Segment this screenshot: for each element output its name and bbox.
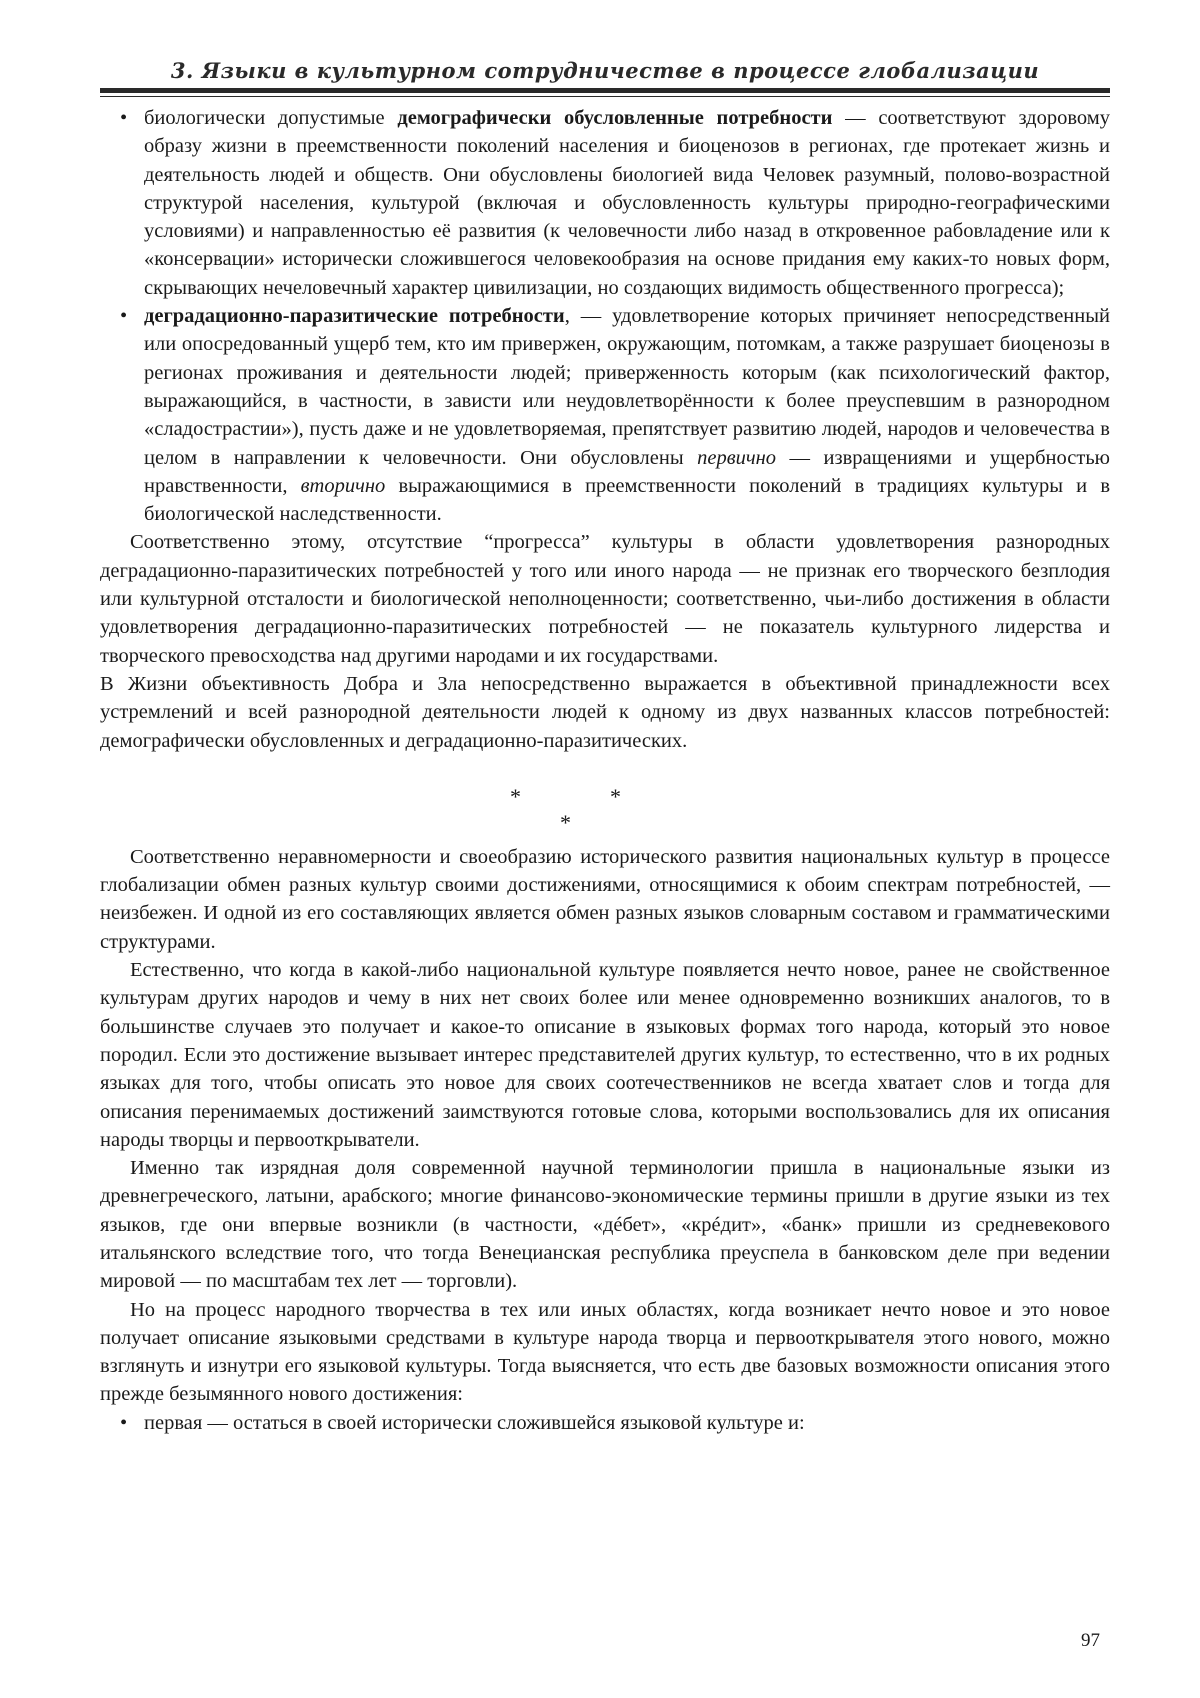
callout-paragraph: В Жизни объективность Добра и Зла непосредственно выражается в объективной принадлежности всех устремлений и всей разнородной деятельности людей к одному из двух названных классов потребностей: демографически обусловленных и деградационно-паразитических.	[100, 672, 1110, 752]
term-degradation-needs: деградационно-паразитические потребности	[144, 305, 565, 328]
paragraph: Именно так изрядная доля современной научной терминологии пришла в национальные языки из древнегреческого, латыни, арабского; многие финансово-экономические термины пришли в другие языки из тех языков, где они впервые возникли (в частности, «дéбет», «крéдит», «банк» пришли из средневекового итальянского вследствие того, что тогда Венецианская республика преуспела в банковском деле при ведении мировой — по масштабам тех лет — торговли).	[100, 1157, 1110, 1293]
bullet-icon: •	[120, 305, 128, 328]
section-separator	[100, 773, 1110, 843]
paragraph: Соответственно этому, отсутствие “прогресса” культуры в области удовлетворения разнородных деградационно-паразитических потребностей у того или иного народа — не признак его творческого безплодия или культурной отсталости и биологической неполноценности; соответственно, чьи-либо достижения в области удовлетворения деградационно-паразитических потребностей — не показатель культурного лидерства и творческого превосходства над другими народами и их государствами.	[100, 531, 1110, 667]
paragraph: Соответственно неравномерности и своеобразию исторического развития национальных культур в процессе глобализации обмен разных культур своими достижениями, относящимися к обоим спектрам потребностей, — неизбежен. И одной из его составляющих является обмен разных языков словарным составом и грамматическими структурами.	[100, 845, 1110, 953]
body-text	[100, 104, 1110, 1437]
bullet-demographic-needs: • биологически допустимые демографически обусловленные потребности — соответствуют здоровому образу жизни в преемственности поколений населения и биоценозов в регионах, где протекает жизнь и деятельность людей и обществ. Они обусловлены биологией вида Человек разумный, полово-возрастной структурой населения, культурой (включая и обусловленность культуры природно-географическими условиями) и направленностью её развития (к человечности либо назад в откровенное рабовладение или к «консервации» исторически сложившегося человекообразия на основе придания ему каких-то новых форм, скрывающих нечеловечный характер цивилизации, но создающих видимость общественного прогресса);	[100, 104, 1110, 302]
bullet-degradation-needs: • деградационно-паразитические потребности, — удовлетворение которых причиняет непосредственный или опосредованный ущерб тем, кто им привержен, окружающим, потомкам, а также разрушает биоценозы в регионах проживания и деятельности людей; приверженность которым (как психологический фактор, выражающийся, в частности, в зависти или неудовлетворённости к более преуспевшим в разнородном «сладострастии»), пусть даже и не удовлетворяемая, препятствует развитию людей, народов и человечества в целом в направлении к человечности. Они обусловлены первично — извращениями и ущербностью нравственности, вторично выражающимися в преемственности поколений в традициях культуры и в биологической наследственности.	[100, 302, 1110, 528]
term-demographic-needs: демографически обусловленные потребности	[397, 107, 833, 129]
separator-star: *	[560, 809, 571, 835]
bullet-icon: •	[120, 1411, 128, 1434]
header-rule-thin	[100, 96, 1110, 97]
bullet-icon: •	[120, 107, 128, 129]
running-title: 3. Языки в культурном сотрудничестве в процессе глобализации	[170, 58, 1040, 83]
bullet-first-option: • первая — остаться в своей исторически сложившейся языковой культуре и:	[100, 1409, 1110, 1437]
paragraph: Но на процесс народного творчества в тех или иных областях, когда возникает нечто новое и это новое получает описание языковыми средствами в культуре народа творца и первооткрывателя этого нового, можно взглянуть и изнутри его языковой культуры. Тогда выясняется, что есть две базовых возможности описания этого прежде безымянного нового достижения:	[100, 1298, 1110, 1406]
separator-star: *	[510, 783, 521, 809]
header-rule-thick	[100, 88, 1110, 93]
paragraph: Естественно, что когда в какой-либо национальной культуре появляется нечто новое, ранее не свойственное культурам других народов и чему в них нет своих более или менее одновременно возникших аналогов, то в большинстве случаев это получает и какое-то описание в языковых формах того народа, который это новое породил. Если это достижение вызывает интерес представителей других культур, то естественно, что в их родных языках для того, чтобы описать это новое для своих соотечественников не всегда хватает слов и тогда для описания перенимаемых достижений заимствуются готовые слова, которыми воспользовались для их описания народы творцы и первооткрыватели.	[100, 959, 1110, 1151]
separator-star: *	[610, 783, 621, 809]
page-number: 97	[1081, 1630, 1100, 1651]
